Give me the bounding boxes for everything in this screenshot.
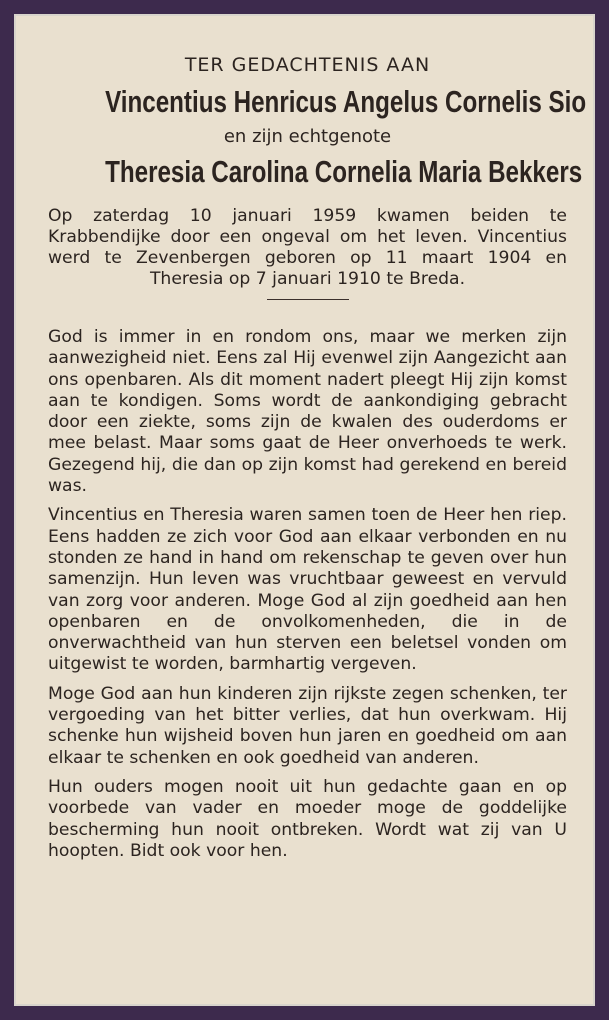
prayer-paragraph-4: Hun ouders mogen nooit uit hun gedachte gaan en op voorbede van vader en moeder moge de goddelijke bescherming hun nooit ontbreken. Wordt wat zij van U hoopten. Bidt ook voor hen. [48,776,567,861]
divider-line [267,299,349,300]
intro-paragraph: Op zaterdag 10 januari 1959 kwamen beiden te Krabbendijke door een ongeval om het leven. Vincentius werd te Zevenbergen geboren op 11 maart 1904 en Theresia op 7 januari 1910 te Breda. [48,206,567,289]
conjunction-text: en zijn echtgenote [223,126,392,147]
card-header: TER GEDACHTENIS AAN [184,54,431,76]
prayer-paragraph-2: Vincentius en Theresia waren samen toen de Heer hen riep. Eens hadden ze zich voor God aan elkaar verbonden en nu stonden ze hand in hand om rekenschap te geven over hun samenzijn. Hun leven was vruchtbaar geweest en vervuld van zorg voor anderen. Moge God al zijn goedheid aan hen openbaren en de onvolkomenheden, die in de onverwachtheid van hun sterven een beletsel vonden om uitgewist te worden, barmhartig vergeven. [48,505,567,675]
deceased-name-husband: Vincentius Henricus Angelus Cornelis Sio [105,84,587,119]
prayer-paragraph-1: God is immer in en rondom ons, maar we merken zijn aanwezigheid niet. Eens zal Hij evenwel zijn Aangezicht aan ons openbaren. Als dit moment nadert pleegt Hij zijn komst aan te kondigen. Soms wordt de aankondiging gebracht door een ziekte, soms zijn de kwalen des ouderdoms er mee belast. Maar soms gaat de Heer onverhoeds te werk. Gezegend hij, die dan op zijn komst had gerekend en bereid was. [48,327,567,497]
deceased-name-wife: Theresia Carolina Cornelia Maria Bekkers [105,154,583,189]
prayer-paragraph-3: Moge God aan hun kinderen zijn rijkste zegen schenken, ter vergoeding van het bitter verlies, dat hun overkwam. Hij schenke hun wijsheid boven hun jaren en goedheid om aan elkaar te schenken en ook goedheid van anderen. [48,683,567,768]
card-content [48,48,587,984]
